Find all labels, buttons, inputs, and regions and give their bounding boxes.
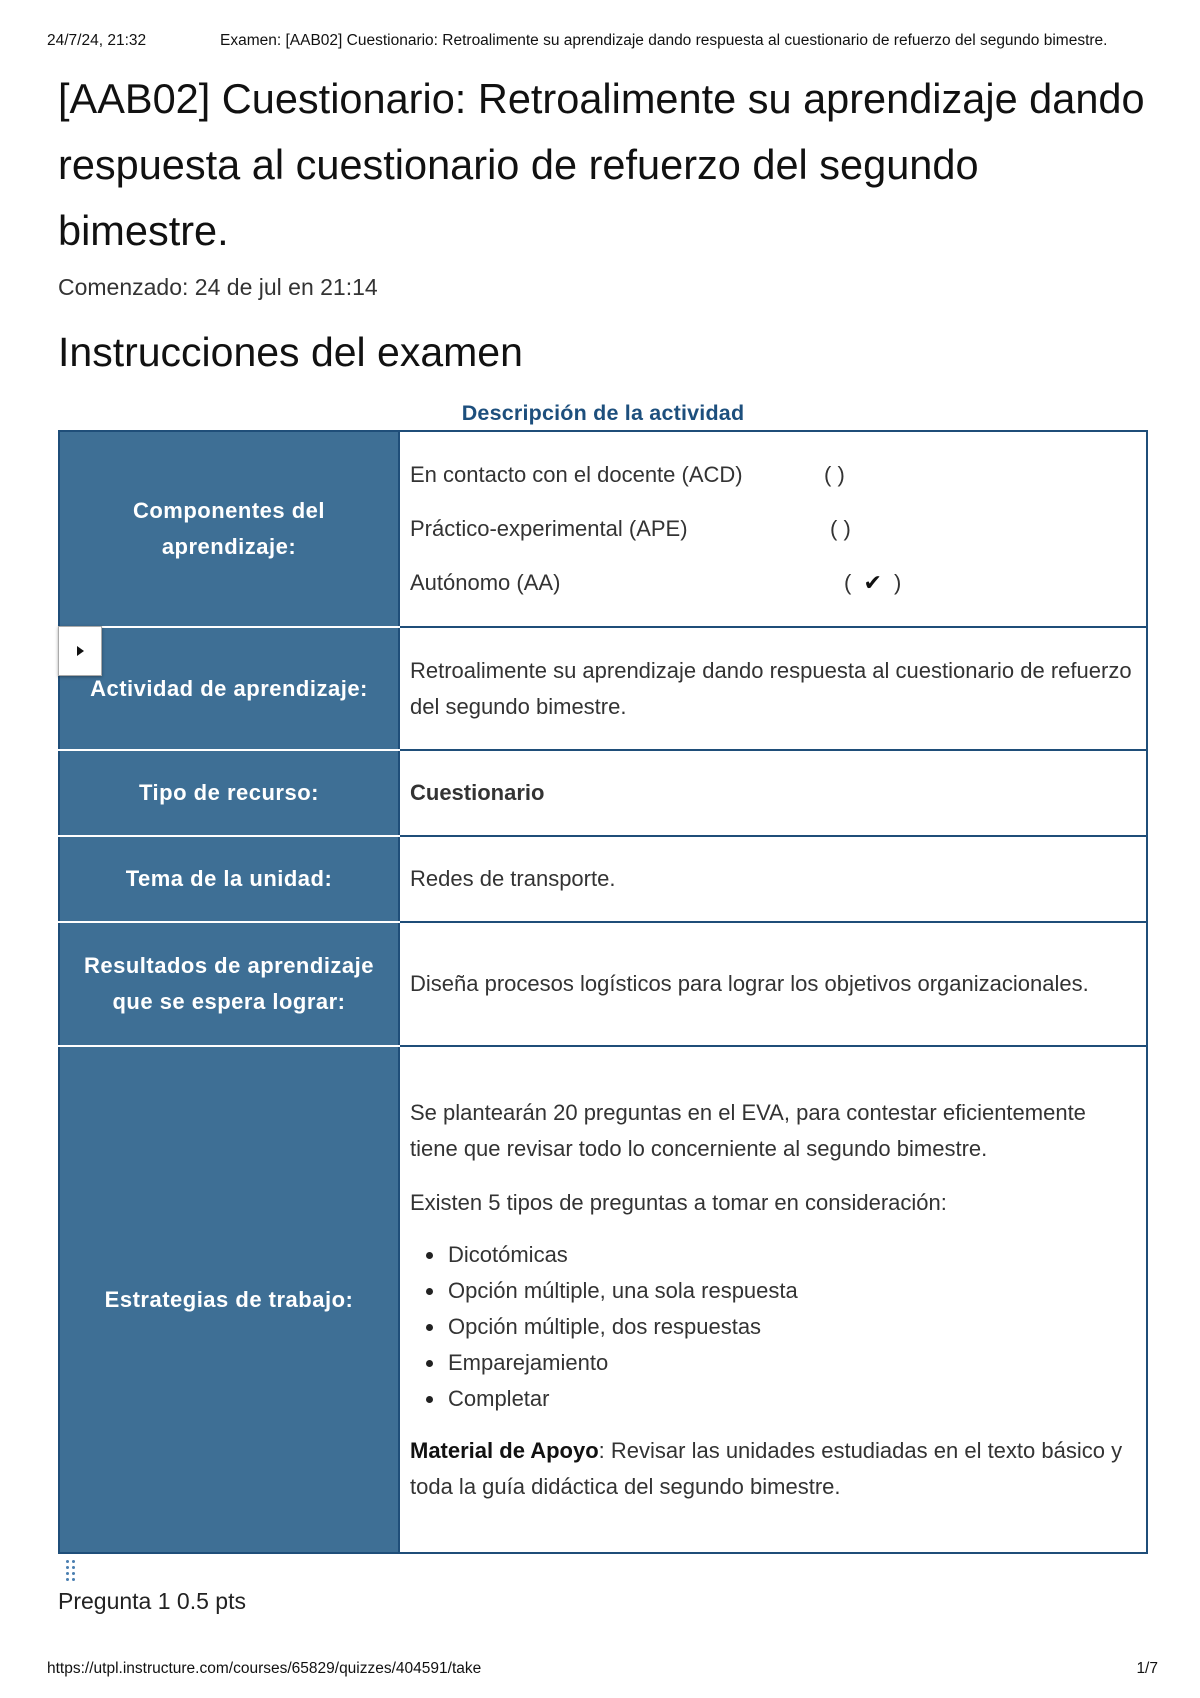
support-material-label: Material de Apoyo <box>410 1437 599 1463</box>
list-item: Dicotómicas <box>448 1237 1136 1273</box>
component-acd-mark: ( ) <box>824 462 845 487</box>
strategies-label: Estrategias de trabajo: <box>59 1046 399 1553</box>
list-item: Opción múltiple, dos respuestas <box>448 1309 1136 1345</box>
component-acd <box>410 448 1136 502</box>
drag-handle-icon[interactable] <box>64 1560 78 1584</box>
quiz-content <box>58 66 1148 1616</box>
component-ape <box>410 502 1136 556</box>
list-item: Completar <box>448 1381 1136 1417</box>
table-row <box>59 922 1147 1046</box>
quiz-title: [AAB02] Cuestionario: Retroalimente su aprendizaje dando respuesta al cuestionario de refuerzo del segundo bimestre. <box>58 75 1145 254</box>
table-row <box>59 836 1147 922</box>
component-aa-mark: ( ✔ ) <box>844 570 902 595</box>
support-material <box>410 1433 1136 1505</box>
print-document-title: Examen: [AAB02] Cuestionario: Retroalimente su aprendizaje dando respuesta al cuestionario de refuerzo del segundo bimestre. <box>220 32 1108 49</box>
components-label: Componentes del aprendizaje: <box>59 431 399 627</box>
support-material-text: : Revisar las unidades estudiadas en el texto básico y toda la guía didáctica del segundo bimestre. <box>410 1437 1123 1499</box>
learning-results-label: Resultados de aprendizaje que se espera lograr: <box>59 922 399 1046</box>
component-acd-text: En contacto con el docente (ACD) <box>410 462 743 487</box>
table-row <box>59 431 1147 627</box>
print-url: https://utpl.instructure.com/courses/65829/quizzes/404591/take <box>47 1660 482 1677</box>
activity-label: Actividad de aprendizaje: <box>59 627 399 750</box>
question-header: Pregunta 1 0.5 pts <box>58 1588 246 1614</box>
table-caption: Descripción de la actividad <box>461 401 745 425</box>
question-types-list <box>410 1237 1136 1417</box>
print-page-number: 1/7 <box>1136 1660 1158 1677</box>
component-ape-mark: ( ) <box>830 516 851 541</box>
instructions-heading: Instrucciones del examen <box>58 329 523 375</box>
unit-topic-value: Redes de transporte. <box>399 836 1147 922</box>
resource-type-label: Tipo de recurso: <box>59 750 399 836</box>
component-aa <box>410 556 1136 610</box>
activity-value: Retroalimente su aprendizaje dando respuesta al cuestionario de refuerzo del segundo bimestre. <box>399 627 1147 750</box>
strategies-intro: Se plantearán 20 preguntas en el EVA, para contestar eficientemente tiene que revisar todo lo concerniente al segundo bimestre. <box>410 1099 1086 1161</box>
table-row <box>59 750 1147 836</box>
check-icon: ✔ <box>863 570 882 595</box>
learning-results-value: Diseña procesos logísticos para lograr los objetivos organizacionales. <box>399 922 1147 1046</box>
print-footer <box>47 1660 1158 1680</box>
table-row <box>59 1046 1147 1553</box>
print-header <box>47 32 1160 52</box>
components-value <box>399 431 1147 627</box>
component-ape-text: Práctico-experimental (APE) <box>410 516 688 541</box>
quiz-started-time: Comenzado: 24 de jul en 21:14 <box>58 274 378 300</box>
strategies-value <box>399 1046 1147 1553</box>
print-date: 24/7/24, 21:32 <box>47 32 147 49</box>
list-item: Opción múltiple, una sola respuesta <box>448 1273 1136 1309</box>
resource-type-value: Cuestionario <box>399 750 1147 836</box>
play-icon <box>77 646 84 656</box>
question-types-intro: Existen 5 tipos de preguntas a tomar en consideración: <box>410 1189 947 1215</box>
list-item: Emparejamiento <box>448 1345 1136 1381</box>
table-row <box>59 627 1147 750</box>
unit-topic-label: Tema de la unidad: <box>59 836 399 922</box>
component-aa-text: Autónomo (AA) <box>410 570 561 595</box>
activity-description-table <box>58 430 1148 1554</box>
play-button[interactable] <box>58 626 102 676</box>
